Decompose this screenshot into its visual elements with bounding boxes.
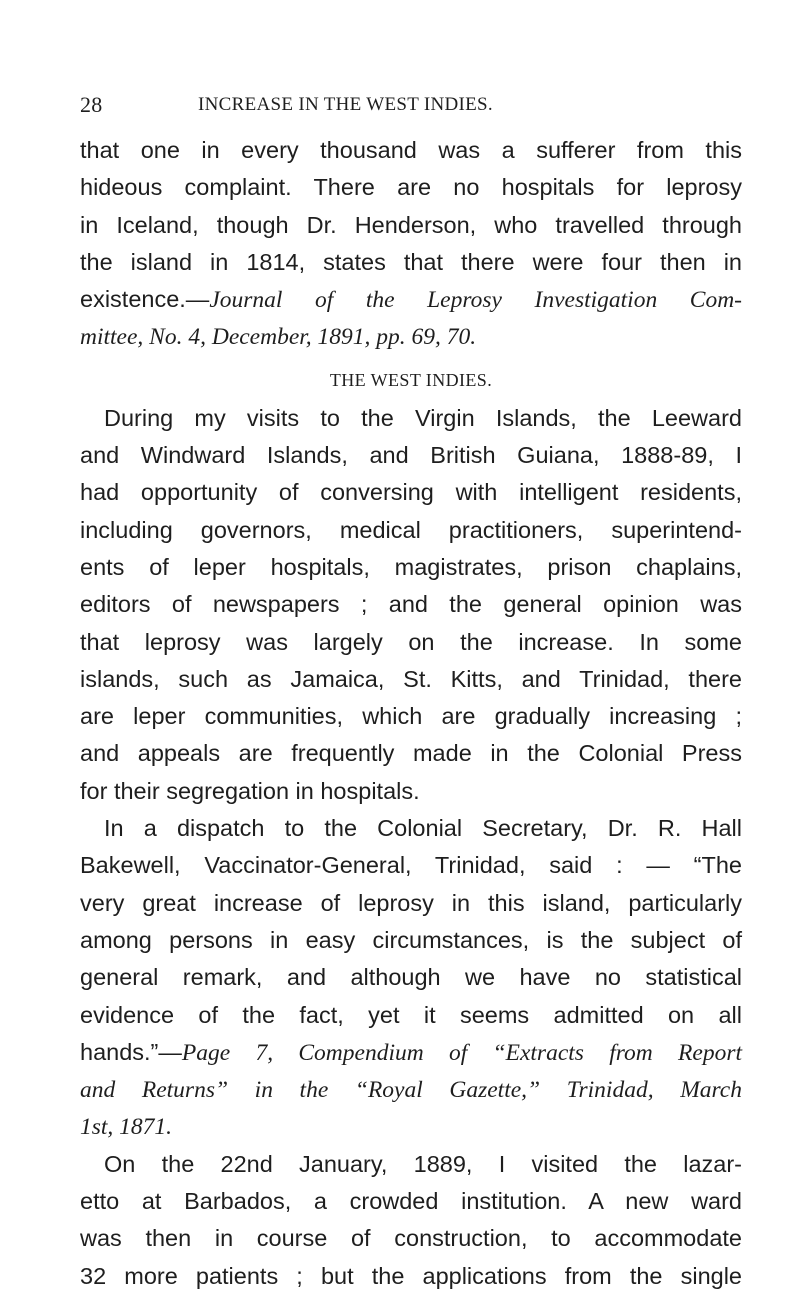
text-line: and Windward Islands, and British Guiana, 1888-89, I (80, 442, 742, 469)
section-heading: THE WEST INDIES. (329, 369, 493, 390)
text-line: that one in every thousand was a sufferer from this (80, 137, 742, 163)
text-line: among persons in easy circumstances, is the subject of (80, 926, 742, 953)
text-line: In a dispatch to the Colonial Secretary, Dr. R. Hall (104, 815, 742, 842)
text-line: etto at Barbados, a crowded institution. A new ward (80, 1188, 742, 1215)
text-line (80, 318, 742, 355)
text-line: hideous complaint. There are no hospitals for leprosy (80, 174, 742, 201)
text-line: had opportunity of conversing with intelligent residents, (80, 479, 742, 506)
running-title: INCREASE IN THE WEST INDIES. (198, 94, 493, 115)
text-line: ents of leper hospitals, magistrates, prison chaplains, (80, 553, 742, 580)
text-line: islands, such as Jamaica, St. Kitts, and Trinidad, there (80, 665, 742, 692)
citation-italic: 1st, 1871. (80, 1114, 173, 1141)
text-line: existence.—Journal of the Leprosy Investigation Com- (80, 286, 742, 314)
text-line: On the 22nd January, 1889, I visited the lazar- (104, 1150, 742, 1177)
text-line: are leper communities, which are gradually increasing ; (80, 703, 742, 730)
text-line: for their segregation in hospitals. (80, 777, 420, 804)
text-line: in Iceland, though Dr. Henderson, who travelled through (80, 211, 742, 238)
text-line (80, 1071, 742, 1108)
text-line: very great increase of leprosy in this island, particularly (80, 889, 742, 916)
text-line: that leprosy was largely on the increase. In some (80, 628, 742, 655)
text-line: the island in 1814, states that there were four then in (80, 248, 742, 275)
text-line: and appeals are frequently made in the Colonial Press (80, 740, 742, 767)
text-line: evidence of the fact, yet it seems admitted on all (80, 1001, 742, 1028)
text-line: During my visits to the Virgin Islands, the Leeward (104, 404, 742, 431)
citation-italic: Page 7, Compendium of “Extracts from Report (181, 1039, 742, 1066)
citation-italic: Journal of the Leprosy Investigation Com- (209, 287, 742, 314)
text-line: hands.”—Page 7, Compendium of “Extracts from Report (80, 1038, 742, 1066)
text-line: editors of newspapers ; and the general opinion was (80, 591, 742, 618)
body-text (80, 132, 742, 1295)
text-line: was then in course of construction, to accommodate (80, 1225, 742, 1252)
text-line: Bakewell, Vaccinator-General, Trinidad, said : — “The (80, 852, 742, 879)
citation-italic: and Returns” in the “Royal Gazette,” Trinidad, March (80, 1077, 742, 1104)
text-line: general remark, and although we have no statistical (80, 964, 742, 991)
citation-italic: mittee, No. 4, December, 1891, pp. 69, 70. (80, 324, 477, 351)
text-line: including governors, medical practitioners, superintend- (80, 516, 742, 543)
text-line: 32 more patients ; but the applications from the single (80, 1262, 742, 1289)
page-number: 28 (80, 92, 103, 117)
text-line (80, 1108, 742, 1145)
